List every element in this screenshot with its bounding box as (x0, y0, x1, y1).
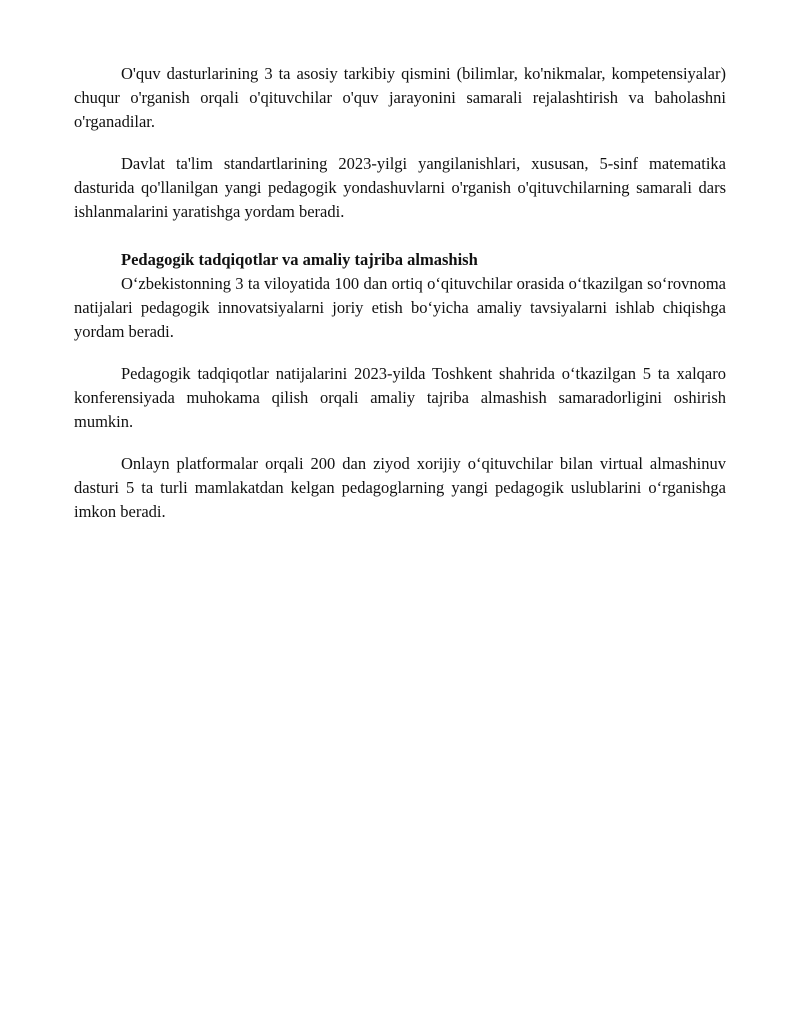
paragraph-curriculum-components: O'quv dasturlarining 3 ta asosiy tarkibiy qismini (bilimlar, ko'nikmalar, kompetensiyalar) chuqur o'rganish orqali o'qituvchilar o'quv jarayonini samarali rejalashtirish va baholashni o'rganadilar. (74, 64, 726, 131)
paragraph-survey-results: O‘zbekistonning 3 ta viloyatida 100 dan ortiq o‘qituvchilar orasida o‘tkazilgan so‘rovnoma natijalari pedagogik innovatsiyalarni joriy etish bo‘yicha amaliy tavsiyalarni ishlab chiqishga yordam beradi. (74, 274, 726, 341)
section-heading: Pedagogik tadqiqotlar va amaliy tajriba almashish (121, 250, 478, 269)
paragraph-conferences: Pedagogik tadqiqotlar natijalarini 2023-yilda Toshkent shahrida o‘tkazilgan 5 ta xalqaro konferensiyada muhokama qilish orqali amaliy tajriba almashish samaradorligini oshirish mumkin. (74, 364, 726, 431)
paragraph-state-standards: Davlat ta'lim standartlarining 2023-yilgi yangilanishlari, xususan, 5-sinf matematika dasturida qo'llanilgan yangi pedagogik yondashuvlarni o'rganish o'qituvchilarning samarali dars ishlanmalarini yaratishga yordam beradi. (74, 154, 726, 221)
document-page (74, 62, 726, 542)
paragraph-online-exchange: Onlayn platformalar orqali 200 dan ziyod xorijiy o‘qituvchilar bilan virtual almashinuv dasturi 5 ta turli mamlakatdan kelgan pedagoglarning yangi pedagogik uslublarini o‘rganishga imkon beradi. (74, 454, 726, 521)
